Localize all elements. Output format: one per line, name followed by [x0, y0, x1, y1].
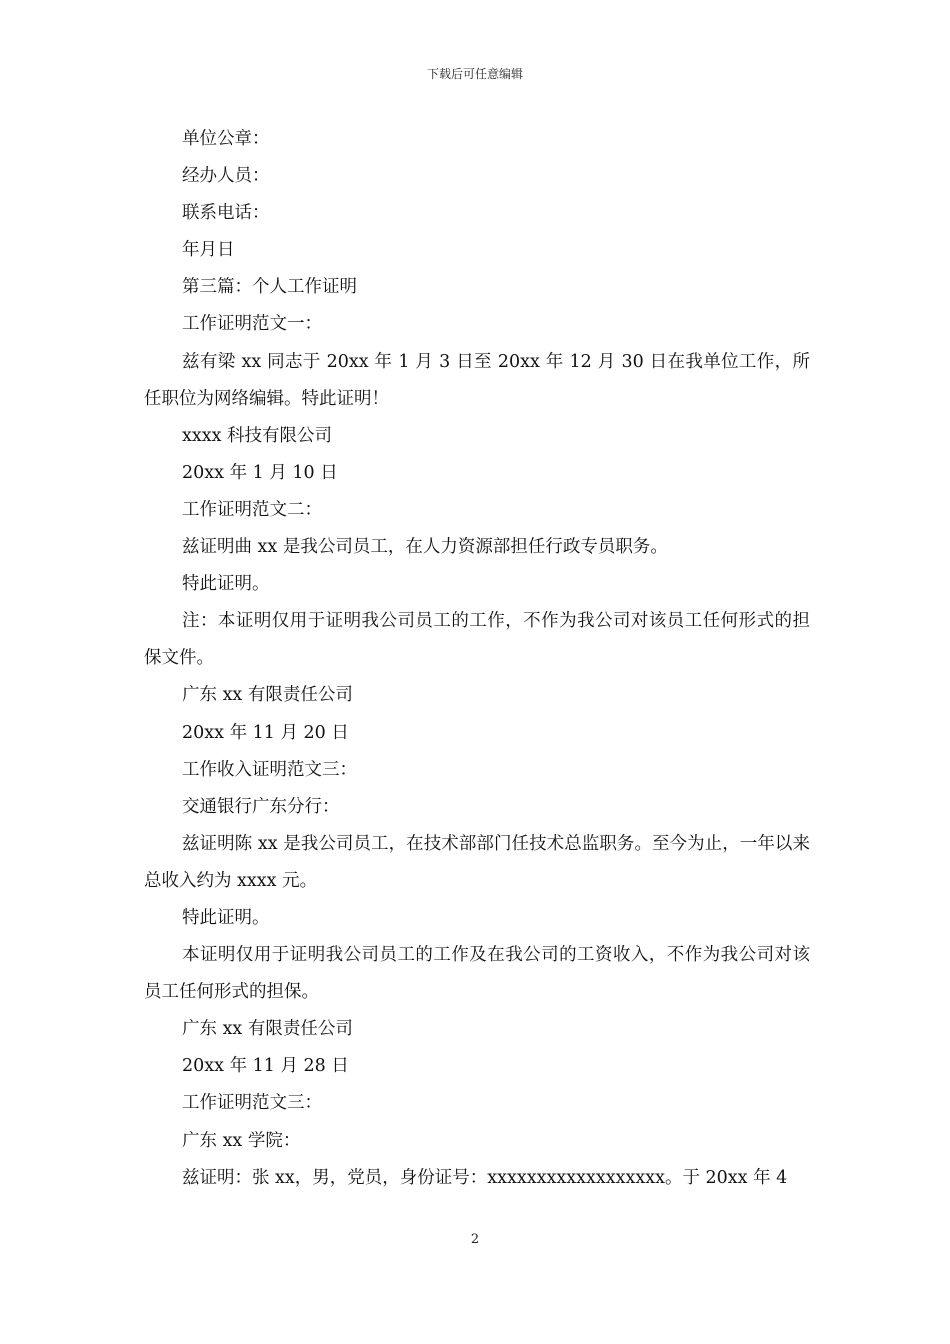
sample-three-heading: 工作收入证明范文三：: [182, 759, 357, 780]
sample-two-company: 广东 xx 有限责任公司: [182, 685, 353, 706]
line-handler: 经办人员：: [182, 166, 270, 187]
document-body: [144, 121, 810, 1197]
sample-four-heading: 工作证明范文三：: [182, 1093, 322, 1114]
line-seal: 单位公章：: [182, 129, 270, 149]
sample-three-note: 本证明仅用于证明我公司员工的工作及在我公司的工资收入，不作为我公司对该员工任何形式的担保。: [144, 945, 810, 1003]
sample-three-body: 兹证明陈 xx 是我公司员工，在技术部部门任技术总监职务。至今为止，一年以来总收入约为 xxxx 元。: [144, 833, 810, 891]
line-phone: 联系电话：: [182, 203, 270, 224]
sample-three-date: 20xx 年 11 月 28 日: [182, 1056, 349, 1077]
sample-four-body: 兹证明：张 xx，男，党员，身份证号：xxxxxxxxxxxxxxxxxx。于 20xx 年 4: [182, 1167, 788, 1188]
line-date-blank: 年月日: [182, 240, 235, 261]
sample-two-note: 注：本证明仅用于证明我公司员工的工作，不作为我公司对该员工任何形式的担保文件。: [144, 611, 810, 669]
sample-two-body: 兹证明曲 xx 是我公司员工，在人力资源部担任行政专员职务。: [182, 537, 668, 558]
sample-one-heading: 工作证明范文一：: [182, 314, 322, 335]
page-number: 2: [470, 1232, 480, 1247]
sample-three-addressee: 交通银行广东分行：: [182, 796, 340, 817]
section-title: 第三篇：个人工作证明: [182, 277, 357, 298]
sample-two-closing: 特此证明。: [182, 574, 270, 595]
sample-one-body: 兹有梁 xx 同志于 20xx 年 1 月 3 日至 20xx 年 12 月 30 日在我单位工作，所任职位为网络编辑。特此证明！: [144, 351, 810, 409]
sample-three-closing: 特此证明。: [182, 907, 270, 928]
sample-two-date: 20xx 年 11 月 20 日: [182, 722, 349, 743]
sample-one-date: 20xx 年 1 月 10 日: [182, 462, 338, 483]
page-header-note: 下载后可任意编辑: [426, 67, 523, 81]
sample-four-addressee: 广东 xx 学院：: [182, 1130, 301, 1151]
sample-two-heading: 工作证明范文二：: [182, 499, 322, 520]
sample-one-company: xxxx 科技有限公司: [182, 425, 333, 446]
sample-three-company: 广东 xx 有限责任公司: [182, 1019, 353, 1040]
